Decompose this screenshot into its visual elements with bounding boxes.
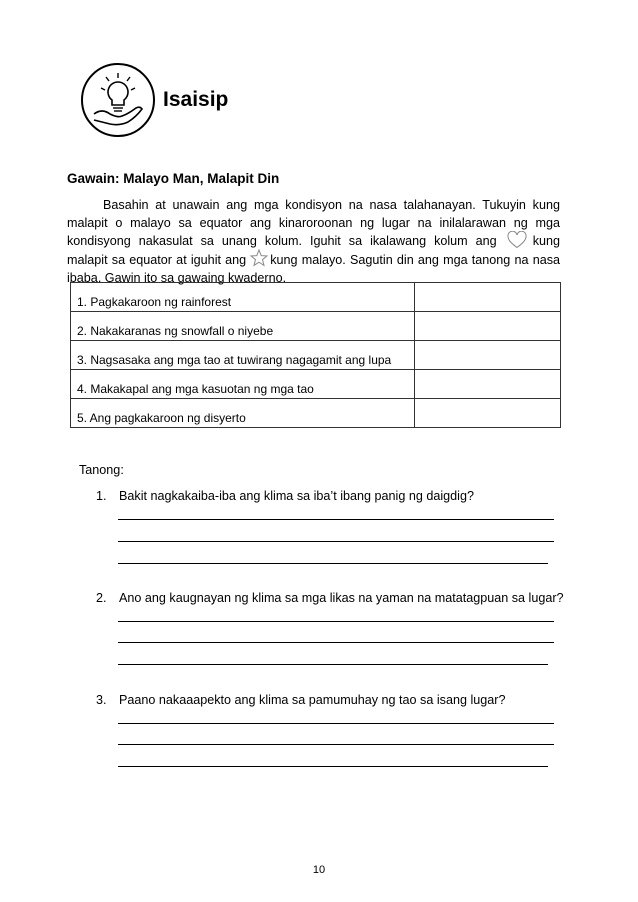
lightbulb-hand-icon: [80, 62, 156, 138]
question-number: 2.: [96, 591, 107, 605]
table-row: [71, 283, 561, 312]
instructions: [67, 196, 560, 287]
table-row: [71, 312, 561, 341]
question-text: Paano nakaaapekto ang klima sa pamumuhay ng tao sa isang lugar?: [119, 693, 506, 707]
answer-cell[interactable]: [415, 312, 561, 341]
answer-line[interactable]: [118, 642, 554, 643]
condition-cell: 1. Pagkakaroon ng rainforest: [71, 283, 415, 312]
question-text: Bakit nagkakaiba-iba ang klima sa iba’t ibang panig ng daigdig?: [119, 489, 474, 503]
answer-line[interactable]: [118, 766, 548, 767]
condition-cell: 4. Makakapal ang mga kasuotan ng mga tao: [71, 370, 415, 399]
questions-label: Tanong:: [79, 463, 124, 477]
condition-cell: 5. Ang pagkakaroon ng disyerto: [71, 399, 415, 428]
instructions-part-1: Basahin at unawain ang mga kondisyon na nasa talahanayan. Tukuyin kung malapit o malayo sa equator ang kinaroroonan ng lugar na inilalarawan ng mga kondisyong nakasulat sa unang kolum. Iguhit sa ikalawang kolum ang: [67, 198, 560, 248]
section-title: Isaisip: [163, 88, 229, 111]
answer-line[interactable]: [118, 563, 548, 564]
condition-cell: 3. Nagsasaka ang mga tao at tuwirang nagagamit ang lupa: [71, 341, 415, 370]
instructions-part-2: kung malapit sa equator at iguhit ang: [67, 234, 560, 267]
answer-cell[interactable]: [415, 370, 561, 399]
question-3: [96, 693, 566, 707]
heart-icon: [507, 231, 527, 249]
answer-line[interactable]: [118, 621, 554, 622]
table-row: [71, 341, 561, 370]
instructions-part-3: kung malayo. Sagutin din ang mga tanong na nasa ibaba. Gawin ito sa gawaing kwaderno.: [67, 252, 561, 286]
conditions-table: [70, 282, 561, 428]
question-1: [96, 489, 566, 503]
answer-line[interactable]: [118, 664, 548, 665]
answer-line[interactable]: [118, 541, 554, 542]
question-text: Ano ang kaugnayan ng klima sa mga likas na yaman na matatagpuan sa lugar?: [119, 591, 564, 605]
answer-cell[interactable]: [415, 399, 561, 428]
page-number: 10: [312, 864, 326, 876]
table-row: [71, 399, 561, 428]
answer-line[interactable]: [118, 744, 554, 745]
condition-cell: 2. Nakakaranas ng snowfall o niyebe: [71, 312, 415, 341]
question-number: 1.: [96, 489, 107, 503]
activity-title: Gawain: Malayo Man, Malapit Din: [67, 171, 280, 186]
answer-cell[interactable]: [415, 341, 561, 370]
answer-line[interactable]: [118, 723, 554, 724]
question-2: [96, 591, 566, 605]
answer-cell[interactable]: [415, 283, 561, 312]
question-number: 3.: [96, 693, 107, 707]
answer-line[interactable]: [118, 519, 554, 520]
star-icon: [250, 249, 268, 267]
table-row: [71, 370, 561, 399]
